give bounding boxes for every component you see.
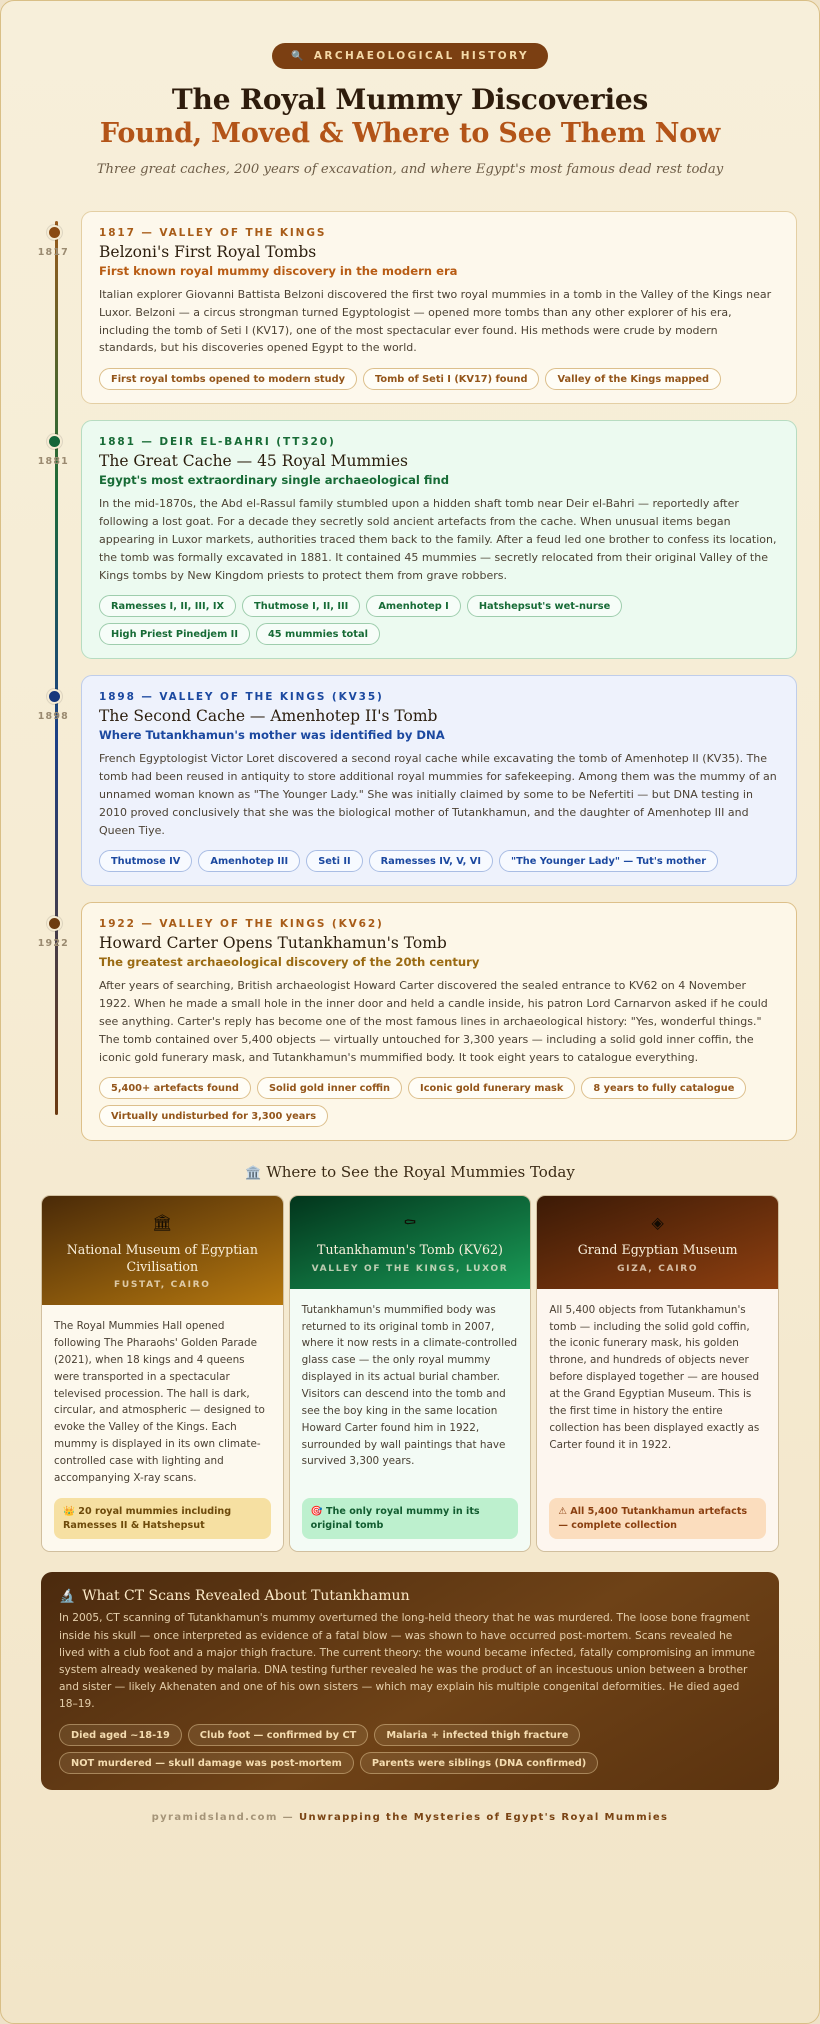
museums-section-heading bbox=[23, 1163, 797, 1181]
card-tag[interactable]: 45 mummies total bbox=[256, 623, 380, 645]
museum-badge-label: 20 royal mummies including Ramesses II & Hatshepsut bbox=[63, 1505, 232, 1531]
card-tag[interactable]: Tomb of Seti I (KV17) found bbox=[363, 368, 539, 390]
timeline-item[interactable] bbox=[37, 902, 797, 1141]
ct-tag[interactable]: Club foot — confirmed by CT bbox=[188, 1724, 369, 1746]
magnifier-icon: 🔍 bbox=[291, 50, 306, 62]
gem-icon: ◈ bbox=[651, 1213, 664, 1233]
footer-separator: — bbox=[282, 1812, 295, 1824]
timeline-year-marker: 1922 bbox=[37, 938, 69, 950]
kicker-label: ARCHAEOLOGICAL HISTORY bbox=[313, 50, 529, 62]
museum-card-grid bbox=[23, 1195, 797, 1552]
card-subtitle: First known royal mummy discovery in the modern era bbox=[99, 264, 458, 278]
card-title: Howard Carter Opens Tutankhamun's Tomb bbox=[99, 934, 447, 953]
museum-badge bbox=[549, 1498, 766, 1540]
museum-location: FUSTAT, CAIRO bbox=[114, 1280, 211, 1291]
museum-description: All 5,400 objects from Tutankhamun's tomb — including the solid gold coffin, the iconic funerary mask, his golden throne, and hundreds of objects never before displayed together — are housed at the Grand Egyptian Museum. This is the first time in history the entire collection has been displayed exactly as Carter found it in 1922. bbox=[549, 1303, 760, 1451]
card-tag[interactable]: Solid gold inner coffin bbox=[257, 1077, 402, 1099]
card-tag[interactable]: Ramesses I, II, III, IX bbox=[99, 595, 236, 617]
card-era: 1881 — DEIR EL-BAHRI (TT320) bbox=[99, 436, 336, 449]
museum-location: VALLEY OF THE KINGS, LUXOR bbox=[311, 1263, 509, 1274]
museum-name: Tutankhamun's Tomb (KV62) bbox=[317, 1242, 503, 1258]
card-era: 1922 — VALLEY OF THE KINGS (KV62) bbox=[99, 918, 384, 931]
timeline-rail bbox=[55, 221, 58, 1115]
timeline-card[interactable] bbox=[81, 902, 797, 1141]
ct-panel-title-label: What CT Scans Revealed About Tutankhamun bbox=[82, 1588, 410, 1605]
timeline-card[interactable] bbox=[81, 211, 797, 404]
timeline-dot bbox=[47, 225, 62, 240]
crown-icon: 👑 bbox=[63, 1505, 75, 1517]
card-title: Belzoni's First Royal Tombs bbox=[99, 243, 317, 261]
microscope-icon: 🔬 bbox=[59, 1588, 76, 1604]
card-title: The Second Cache — Amenhotep II's Tomb bbox=[99, 707, 438, 726]
ct-tag[interactable]: Parents were siblings (DNA confirmed) bbox=[360, 1752, 598, 1774]
museum-card-body bbox=[537, 1289, 778, 1552]
museum-building-icon: 🏛 bbox=[152, 1213, 173, 1233]
ct-panel-title bbox=[59, 1588, 761, 1604]
page-header bbox=[23, 27, 797, 187]
page-title-accent: Found, Moved & Where to See Them Now bbox=[99, 118, 721, 149]
card-tag[interactable]: Amenhotep I bbox=[366, 595, 461, 617]
museum-badge bbox=[302, 1498, 519, 1540]
card-subtitle: Egypt's most extraordinary single archaeological find bbox=[99, 473, 450, 488]
page-footer bbox=[23, 1790, 797, 1843]
card-tag-list bbox=[99, 850, 779, 872]
timeline-dot bbox=[47, 916, 62, 931]
museum-badge-label: All 5,400 Tutankhamun artefacts — complete collection bbox=[558, 1505, 748, 1531]
timeline-dot bbox=[47, 689, 62, 704]
card-era: 1817 — VALLEY OF THE KINGS bbox=[99, 227, 327, 239]
card-tag[interactable]: Amenhotep III bbox=[198, 850, 300, 872]
museum-card-header bbox=[537, 1196, 778, 1288]
card-tag-list bbox=[99, 1077, 779, 1127]
card-tag[interactable]: 5,400+ artefacts found bbox=[99, 1077, 251, 1099]
target-icon: 🎯 bbox=[310, 1505, 323, 1517]
card-tag[interactable]: Seti II bbox=[306, 850, 362, 872]
card-subtitle: Where Tutankhamun's mother was identified by DNA bbox=[99, 728, 445, 743]
timeline-dot bbox=[47, 434, 62, 449]
museum-badge bbox=[54, 1498, 271, 1540]
card-tag-list bbox=[99, 368, 779, 390]
page-subtitle: Three great caches, 200 years of excavation, and where Egypt's most famous dead rest today bbox=[96, 162, 724, 177]
ct-panel-body: In 2005, CT scanning of Tutankhamun's mummy overturned the long-held theory that he was murdered. The loose bone fragment inside his skull — once interpreted as evidence of a fatal blow — was shown to have occurred post-mortem. Scans revealed he lived with a club foot and a major thigh fracture. The current theory: the wound became infected, fatally compromising an immune system already weakened by malaria. DNA testing further revealed he was the product of an incestuous union between a brother and sister — likely Akhenaten and one of his own sisters — which may explain his multiple congenital deformities. He died aged 18–19. bbox=[59, 1612, 755, 1711]
card-tag-list bbox=[99, 595, 779, 645]
footer-tagline: Unwrapping the Mysteries of Egypt's Royal Mummies bbox=[298, 1812, 669, 1824]
ct-tag[interactable]: NOT murdered — skull damage was post-mortem bbox=[59, 1752, 354, 1774]
museums-heading-label: Where to See the Royal Mummies Today bbox=[266, 1163, 575, 1182]
card-body: Italian explorer Giovanni Battista Belzoni discovered the first two royal mummies in a tomb in the Valley of the Kings near Luxor. Belzoni — a circus strongman turned Egyptologist — opened more tombs than any other explorer of his era, including the tomb of Seti I (KV17), one of the most spectacular ever found. His methods were crude by modern standards, but his discoveries opened Egypt to the world. bbox=[99, 288, 772, 355]
ct-tag-list bbox=[59, 1724, 761, 1774]
museum-name: National Museum of Egyptian Civilisation bbox=[66, 1242, 258, 1274]
card-tag[interactable]: 8 years to fully catalogue bbox=[581, 1077, 746, 1099]
page-title: The Royal Mummy Discoveries bbox=[171, 83, 649, 116]
timeline-year-marker: 1817 bbox=[37, 247, 69, 258]
timeline-year-marker: 1898 bbox=[37, 711, 69, 723]
timeline-item[interactable] bbox=[37, 675, 797, 886]
card-tag[interactable]: Virtually undisturbed for 3,300 years bbox=[99, 1105, 328, 1127]
timeline-card[interactable] bbox=[81, 675, 797, 886]
card-tag[interactable]: Valley of the Kings mapped bbox=[545, 368, 721, 390]
warning-icon: ⚠ bbox=[558, 1505, 567, 1517]
museum-card[interactable] bbox=[41, 1195, 284, 1552]
timeline-card[interactable] bbox=[81, 420, 797, 659]
museum-card-body bbox=[290, 1289, 531, 1552]
ct-scan-panel bbox=[41, 1572, 779, 1790]
card-tag[interactable]: Thutmose I, II, III bbox=[242, 595, 360, 617]
museum-description: Tutankhamun's mummified body was returned to its original tomb in 2007, where it now rests in a climate-controlled glass case — the only royal mummy displayed in its actual burial chamber. Visitors can descend into the tomb and see the boy king in the same location Howard Carter found him in 1922, surrounded by wall paintings that have survived 3,300 years. bbox=[301, 1303, 518, 1468]
timeline-item[interactable] bbox=[37, 211, 797, 404]
footer-domain[interactable]: pyramidsland.com bbox=[151, 1812, 278, 1824]
card-tag[interactable]: High Priest Pinedjem II bbox=[99, 623, 250, 645]
mummies-icon: 🏛️ bbox=[245, 1166, 262, 1182]
card-tag[interactable]: Thutmose IV bbox=[99, 850, 192, 872]
card-era: 1898 — VALLEY OF THE KINGS (KV35) bbox=[99, 691, 384, 704]
ct-tag[interactable]: Malaria + infected thigh fracture bbox=[374, 1724, 580, 1746]
museum-name: Grand Egyptian Museum bbox=[577, 1242, 738, 1258]
sarcophagus-icon: ⚰ bbox=[403, 1213, 417, 1233]
museum-card-header bbox=[290, 1196, 531, 1288]
card-tag[interactable]: "The Younger Lady" — Tut's mother bbox=[499, 850, 718, 872]
kicker-badge bbox=[272, 43, 548, 69]
card-tag[interactable]: Hatshepsut's wet-nurse bbox=[467, 595, 622, 617]
museum-description: The Royal Mummies Hall opened following The Pharaohs' Golden Parade (2021), when 18 kings and 4 queens were transported in a spectacular televised procession. The hall is dark, circular, and atmospheric — designed to evoke the Valley of the Kings. Each mummy is displayed in its own climate-controlled case with lighting and accompanying X-ray scans. bbox=[54, 1320, 265, 1484]
timeline-year-marker: 1881 bbox=[37, 456, 69, 468]
museum-badge-label: The only royal mummy in its original tomb bbox=[310, 1505, 480, 1531]
card-tag[interactable]: First royal tombs opened to modern study bbox=[99, 368, 357, 390]
museum-card-header bbox=[42, 1196, 283, 1305]
ct-tag[interactable]: Died aged ~18-19 bbox=[59, 1724, 182, 1746]
museum-card[interactable] bbox=[536, 1195, 779, 1552]
card-body: French Egyptologist Victor Loret discovered a second royal cache while excavating the tomb of Amenhotep II (KV35). The tomb had been reused in antiquity to store additional royal mummies for safekeeping. Among them was the mummy of an unnamed woman known as "The Younger Lady." She was initially claimed by some to be Nefertiti — but DNA testing in 2010 proved conclusively that she was the biological mother of Tutankhamun, and the daughter of Amenhotep III and Queen Tiye. bbox=[99, 752, 777, 837]
card-body: In the mid-1870s, the Abd el-Rassul family stumbled upon a hidden shaft tomb near Deir el-Bahri — reportedly after following a lost goat. For a decade they secretly sold ancient artefacts from the cache. When unusual items began appearing in Luxor markets, authorities traced them back to the family. After a feud led one brother to confess its location, the tomb was formally excavated in 1881. It contained 45 mummies — secretly relocated from their original Valley of the Kings tombs by New Kingdom priests to protect them from grave robbers. bbox=[99, 497, 777, 582]
card-title: The Great Cache — 45 Royal Mummies bbox=[99, 452, 408, 471]
timeline bbox=[23, 211, 797, 1141]
card-tag[interactable]: Ramesses IV, V, VI bbox=[369, 850, 493, 872]
card-tag[interactable]: Iconic gold funerary mask bbox=[408, 1077, 575, 1099]
museum-card[interactable] bbox=[289, 1195, 532, 1552]
card-body: After years of searching, British archaeologist Howard Carter discovered the sealed entrance to KV62 on 4 November 1922. When he made a small hole in the inner door and held a candle inside, his patron Lord Carnarvon asked if he could see anything. Carter's reply has become one of the most famous lines in archaeological history: "Yes, wonderful things." The tomb contained over 5,400 objects — virtually untouched for 3,300 years — including a solid gold inner coffin, the iconic gold funerary mask, and Tutankhamun's mummified body. It took eight years to catalogue everything. bbox=[99, 979, 768, 1064]
museum-card-body bbox=[42, 1305, 283, 1551]
timeline-item[interactable] bbox=[37, 420, 797, 659]
card-subtitle: The greatest archaeological discovery of the 20th century bbox=[99, 955, 480, 970]
museum-location: GIZA, CAIRO bbox=[617, 1263, 699, 1274]
